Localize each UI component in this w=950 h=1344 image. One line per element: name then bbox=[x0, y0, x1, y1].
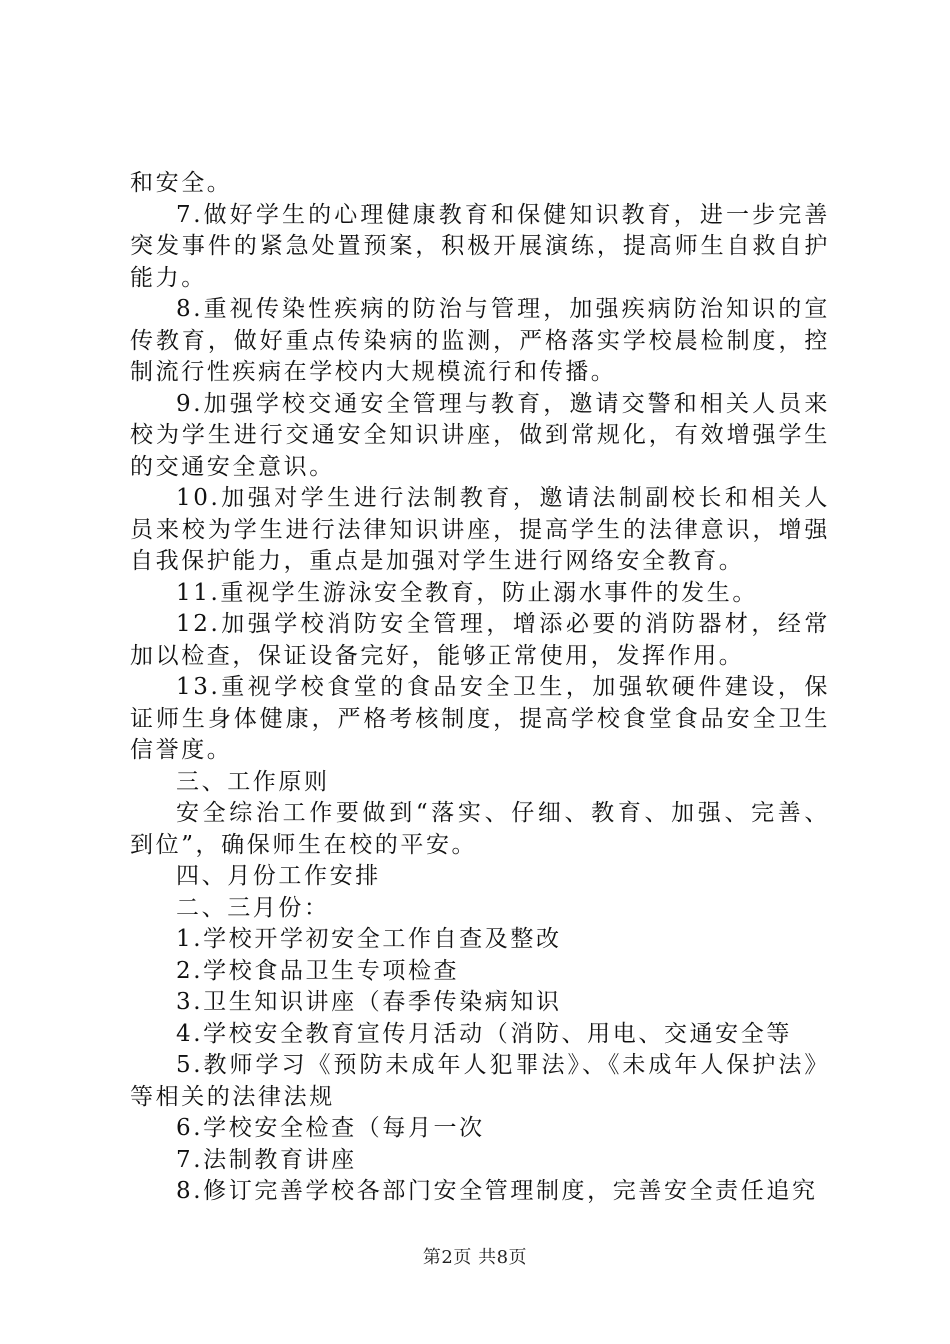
plan-item-7: 7.法制教育讲座 bbox=[176, 1146, 357, 1173]
plan-item-6: 6.学校安全检查（每月一次 bbox=[176, 1115, 485, 1141]
document-body bbox=[130, 168, 830, 1208]
paragraph-item-13: 13.重视学校食堂的食品安全卫生，加强软硬件建设，保证师生身体健康，严格考核制度，提高学校食堂食品安全卫生信誉度。 bbox=[130, 674, 830, 763]
paragraph-continuation: 和安全。 bbox=[130, 170, 233, 196]
paragraph-item-11: 11.重视学生游泳安全教育，防止溺水事件的发生。 bbox=[176, 579, 758, 606]
paragraph-item-8: 8.重视传染性疾病的防治与管理，加强疾病防治知识的宣传教育，做好重点传染病的监测，严格落实学校晨检制度，控制流行性疾病在学校内大规模流行和传播。 bbox=[130, 296, 830, 385]
plan-item-2: 2.学校食品卫生专项检查 bbox=[176, 957, 460, 984]
plan-item-8: 8.修订完善学校各部门安全管理制度，完善安全责任追究 bbox=[176, 1178, 818, 1204]
plan-item-3: 3.卫生知识讲座（春季传染病知识 bbox=[176, 989, 562, 1015]
paragraph-principles: 安全综治工作要做到“落实、仔细、教育、加强、完善、到位”，确保师生在校的平安。 bbox=[130, 800, 830, 858]
paragraph-item-7: 7.做好学生的心理健康教育和保健知识教育，进一步完善突发事件的紧急处置预案，积极开展演练，提高师生自救自护能力。 bbox=[130, 201, 830, 291]
subheading-feb-mar: 二、三月份： bbox=[176, 894, 330, 921]
paragraph-item-10: 10.加强对学生进行法制教育，邀请法制副校长和相关人员来校为学生进行法律知识讲座，提高学生的法律意识，增强自我保护能力，重点是加强对学生进行网络安全教育。 bbox=[130, 485, 830, 574]
plan-item-4: 4.学校安全教育宣传月活动（消防、用电、交通安全等 bbox=[176, 1020, 792, 1047]
section-heading-monthly-plan: 四、月份工作安排 bbox=[176, 863, 381, 889]
plan-item-5: 5.教师学习《预防未成年人犯罪法》、《未成年人保护法》等相关的法律法规 bbox=[130, 1052, 830, 1110]
paragraph-item-12: 12.加强学校消防安全管理，增添必要的消防器材，经常加以检查，保证设备完好，能够正常使用，发挥作用。 bbox=[130, 611, 830, 669]
paragraph-item-9: 9.加强学校交通安全管理与教育，邀请交警和相关人员来校为学生进行交通安全知识讲座，做到常规化，有效增强学生的交通安全意识。 bbox=[130, 390, 830, 480]
section-heading-principles: 三、工作原则 bbox=[176, 768, 330, 795]
page-footer: 第2页 共8页 bbox=[422, 1247, 528, 1268]
plan-item-1: 1.学校开学初安全工作自查及整改 bbox=[176, 926, 562, 952]
